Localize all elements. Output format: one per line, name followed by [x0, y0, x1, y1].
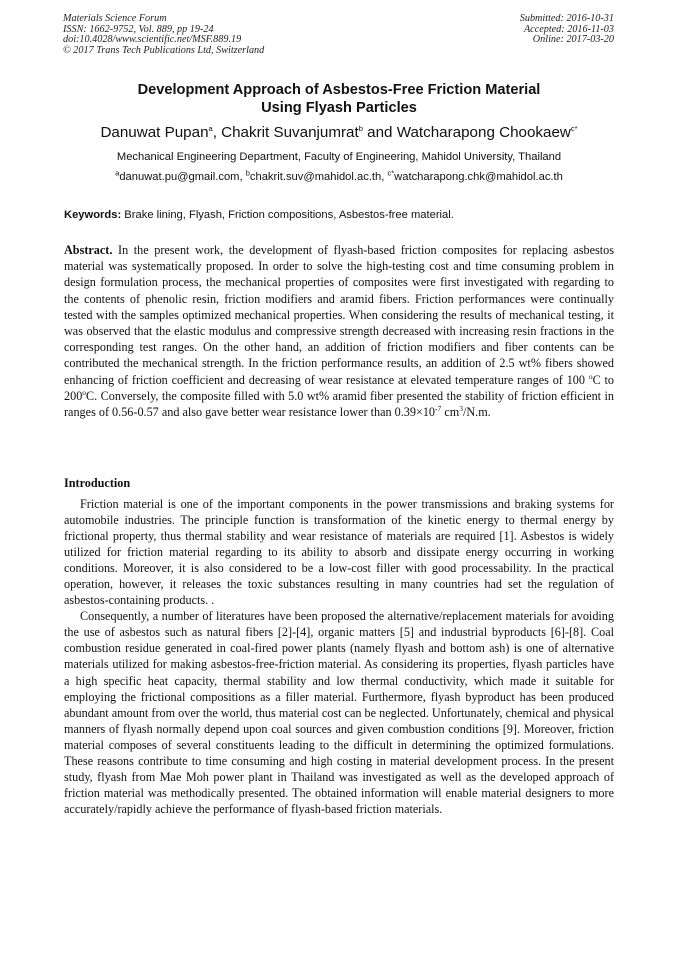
email-2-mark: b [245, 168, 250, 178]
exponent: 3 [459, 403, 463, 413]
author-2-mark: b [358, 123, 363, 133]
affiliation: Mechanical Engineering Department, Faculty of Engineering, Mahidol University, Thailand [116, 151, 562, 163]
email-3: watcharapong.chk@mahidol.ac.th [394, 171, 563, 183]
accepted-date: Accepted: 2016-11-03 [523, 23, 614, 35]
doi: doi:10.4028/www.scientific.net/MSF.889.19 [63, 34, 242, 46]
title-line-1: Development Approach of Asbestos-Free Friction Material [137, 82, 541, 98]
email-1: danuwat.pu@gmail.com, [119, 171, 246, 183]
author-separator: , [212, 124, 222, 141]
abstract [64, 242, 614, 420]
submitted-date: Submitted: 2016-10-31 [519, 13, 614, 24]
author-3: Watcharapong Chookaew [396, 124, 571, 141]
email-2: chakrit.suv@mahidol.ac.th, [249, 171, 388, 183]
abstract-text: /N.m. [462, 405, 491, 420]
paper-title [60, 81, 618, 117]
author-separator: and [362, 124, 397, 141]
issn-volume: ISSN: 1662-9752, Vol. 889, pp 19-24 [63, 23, 214, 35]
author-2: Chakrit Suvanjumrat [221, 124, 359, 141]
abstract-text: In the present work, the development of flyash-based friction composites for replacing asbestos material was systematically proposed. In order to solve the high-testing cost and time consuming problem in design formulation process, the mechanical properties of composites were first investigated with regarding to the contents of phenolic resin, friction modifiers and aramid fibers. Friction performances were continually tested with the samples optimized mechanical properties. When considering the results of mechanical testing, it was observed that the elastic modulus and compressive strength decreased with increasing resin fractions in the corresponding test ranges. On the other hand, an addition of friction modifiers and fiber contents can be contributed the mechanical strength. In the friction performance results, an addition of 2.5 wt% fibers showed enhancing of friction coefficient and decreasing of wear resistance at elevated temperature ranges of 100 [64, 243, 614, 387]
online-date: Online: 2017-03-20 [532, 34, 614, 46]
author-emails [30, 170, 648, 184]
author-1-mark: a [208, 123, 213, 133]
author-list [40, 124, 638, 142]
journal-info [63, 14, 264, 56]
introduction-heading: Introduction [64, 476, 131, 490]
email-1-mark: a [115, 168, 120, 178]
author-1: Danuwat Pupan [100, 124, 209, 141]
copyright: © 2017 Trans Tech Publications Ltd, Switzerland [63, 44, 265, 56]
degree-mark: o [588, 371, 593, 381]
keywords [64, 208, 624, 222]
introduction-body [64, 496, 614, 817]
abstract-paragraph [64, 242, 614, 420]
intro-paragraph-2: Consequently, a number of literatures have been proposed the alternative/replacement materials for avoiding the use of asbestos such as natural fibers [2]-[4], organic matters [5] and industrial byproducts [6]-[8]. Coal combustion residue generated in coal-fired power plants (namely flyash and bottom ash) is one of alternative materials utilized for making asbestos-free-friction material. As considering its properties, flyash particles have a high specific heat capacity, thermal stability and low thermal conductivity, which made it suitable for employing the frictional compositions as a filler material. Furthermore, flyash byproduct has been produced abundant amount from over the world, thus material cost can be neglected. Unfortunately, chemical and physical manners of flyash normally depend upon coal sources and given combustion conditions [9]. Moreover, friction material composes of several constituents leading to the difficult in determining the optimized formulations. These reasons contribute to time consuming and high costing in material development process. In the present study, flyash from Mae Moh power plant in Thailand was investigated as well as the developed approach of friction material was methodically presented. The obtained information will enable material designers to more accurately/rapidly achieve the performance of flyash-based friction materials. [64, 609, 614, 816]
abstract-text: cm [441, 405, 460, 420]
degree-mark: o [82, 387, 87, 397]
keywords-label: Keywords: [64, 209, 122, 221]
email-3-mark: c* [387, 168, 395, 178]
abstract-text: C. Conversely, the composite filled with 5.0 wt% aramid fiber presented the stability of friction efficient in ranges of 0.56-0.57 and also gave better wear resistance lower than 0.39×10 [64, 388, 614, 420]
intro-paragraph-1: Friction material is one of the important components in the power transmissions and braking systems for automobile industries. The principle function is transformation of the kinetic energy to thermal energy by frictional property, thus thermal stability and wear resistance of materials are required [1]. Asbestos is widely utilized for friction material regarding to its ability to absorb and dissipate energy occurring in working conditions. Moreover, it is also considered to be a low-cost filler with good processability. In the practical operation, however, it releases the toxic substances resulting in many countries had set the regulation of asbestos-containing products. . [64, 497, 614, 608]
keywords-text: Brake lining, Flyash, Friction compositions, Asbestos-free material. [121, 209, 454, 221]
abstract-label: Abstract. [64, 243, 113, 257]
abstract-text: C to 200 [64, 372, 614, 403]
publication-dates [520, 14, 614, 46]
exponent: -7 [435, 403, 442, 413]
author-3-mark: c* [570, 123, 578, 133]
journal-name: Materials Science Forum [63, 13, 167, 24]
title-line-2: Using Flyash Particles [261, 100, 417, 116]
